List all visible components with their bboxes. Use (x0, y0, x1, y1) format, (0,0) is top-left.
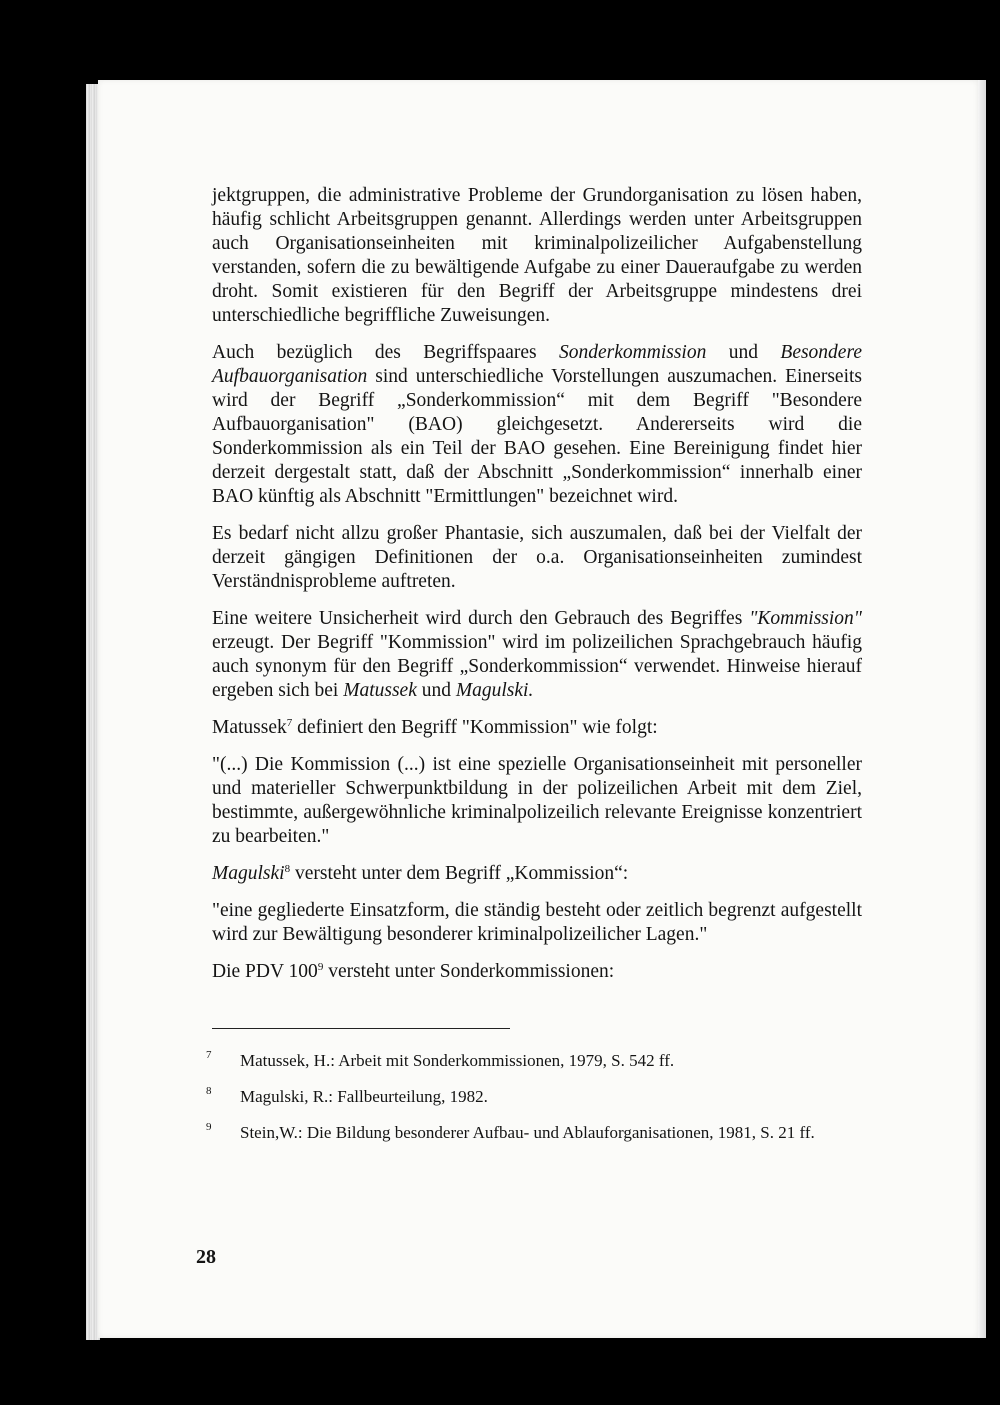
quote-matussek: "(...) Die Kommission (...) ist eine spezielle Organisationseinheit mit personeller und materieller Schwerpunktbildung in der polizeilichen Arbeit mit dem Ziel, bestimmte, außergewöhnliche kriminalpolizeilich relevante Ereignisse konzentriert zu bearbeiten." (212, 754, 862, 847)
text-run: definiert den Begriff "Kommission" wie folgt: (292, 717, 658, 738)
paragraph-arbeitsgruppen: jektgruppen, die administrative Probleme der Grundorganisation zu lösen haben, häufig schlicht Arbeitsgruppen genannt. Allerdings werden unter Arbeitsgruppen auch Organisationseinheiten mit kriminalpolizeilicher Aufgabenstellung verstanden, sofern die zu bewältigende Aufgabe zu einer Daueraufgabe zu werden droht. Somit existieren für den Begriff der Arbeitsgruppe mindestens drei unterschiedliche begriffliche Zuweisungen. (212, 185, 862, 326)
text-run: und (416, 680, 456, 701)
footnote-divider (212, 1028, 510, 1029)
footnote-number: 7 (206, 1049, 212, 1061)
footnote-item (206, 1122, 826, 1144)
page-binding-shadow (978, 80, 986, 1338)
text-run: erzeugt. Der Begriff "Kommission" wird im polizeilichen Sprachgebrauch häufig auch synonym für den Begriff „Sonderkommission“ verwendet. Hinweise hierauf ergeben sich bei (212, 632, 862, 701)
italic-term: Sonderkommission (559, 342, 707, 363)
footnote-item (206, 1086, 826, 1108)
italic-author: Magulski. (455, 680, 534, 701)
paragraph-sonderkommission (212, 341, 862, 509)
footnote-number: 9 (206, 1121, 212, 1133)
text-run: Matussek (212, 717, 287, 738)
text-run: Eine weitere Unsicherheit wird durch den Gebrauch des Begriffes (212, 608, 750, 629)
paragraph-phantasie: Es bedarf nicht allzu großer Phantasie, sich auszumalen, daß bei der Vielfalt der derzeit gängigen Definitionen der o.a. Organisationseinheiten zumindest Verständnisprobleme auftreten. (212, 523, 862, 592)
text-run: Die PDV 100 (212, 961, 318, 982)
text-run: Auch bezüglich des Begriffspaares (212, 342, 560, 363)
paragraph-kommission (212, 607, 862, 703)
italic-author: Magulski (212, 863, 285, 884)
italic-term: Besondere Aufbauorganisation (212, 342, 862, 387)
body-text (212, 184, 862, 984)
footnote-text: Magulski, R.: Fallbeurteilung, 1982. (240, 1087, 488, 1106)
italic-term: "Kommission" (749, 608, 862, 629)
quote-magulski: "eine gegliederte Einsatzform, die ständig besteht oder zeitlich begrenzt aufgestellt wird zur Bewältigung besonderer kriminalpolizeilicher Lagen." (212, 900, 862, 945)
italic-author: Matussek (343, 680, 417, 701)
footnote-number: 8 (206, 1085, 212, 1097)
paragraph-magulski-intro (212, 862, 862, 886)
paragraph-matussek-intro (212, 716, 862, 740)
footnote-item (206, 1050, 826, 1072)
text-run: und (706, 342, 781, 363)
text-run: versteht unter dem Begriff „Kommission“: (290, 863, 629, 884)
text-run: sind unterschiedliche Vorstellungen auszumachen. Einerseits wird der Begriff „Sonderkommission“ mit dem Begriff "Besondere Aufbauorganisation" (BAO) gleichgesetzt. Andererseits wird die Sonderkommission als ein Teil der BAO gesehen. Eine Bereinigung findet hier derzeit dergestalt statt, daß der Abschnitt „Sonderkommission“ innerhalb einer BAO künftig als Abschnitt "Ermittlungen" bezeichnet wird. (212, 366, 862, 507)
footnote-ref[interactable]: 7 (286, 717, 293, 729)
footnote-ref[interactable]: 9 (317, 961, 324, 973)
text-run: versteht unter Sonderkommissionen: (323, 961, 615, 982)
page-number: 28 (196, 1246, 216, 1268)
paragraph-pdv-intro (212, 960, 862, 984)
footnote-text: Stein,W.: Die Bildung besonderer Aufbau- und Ablauforganisationen, 1981, S. 21 ff. (240, 1123, 815, 1142)
footnote-ref[interactable]: 8 (284, 863, 291, 875)
footnote-text: Matussek, H.: Arbeit mit Sonderkommissionen, 1979, S. 542 ff. (240, 1051, 675, 1070)
footnotes (206, 1050, 826, 1158)
